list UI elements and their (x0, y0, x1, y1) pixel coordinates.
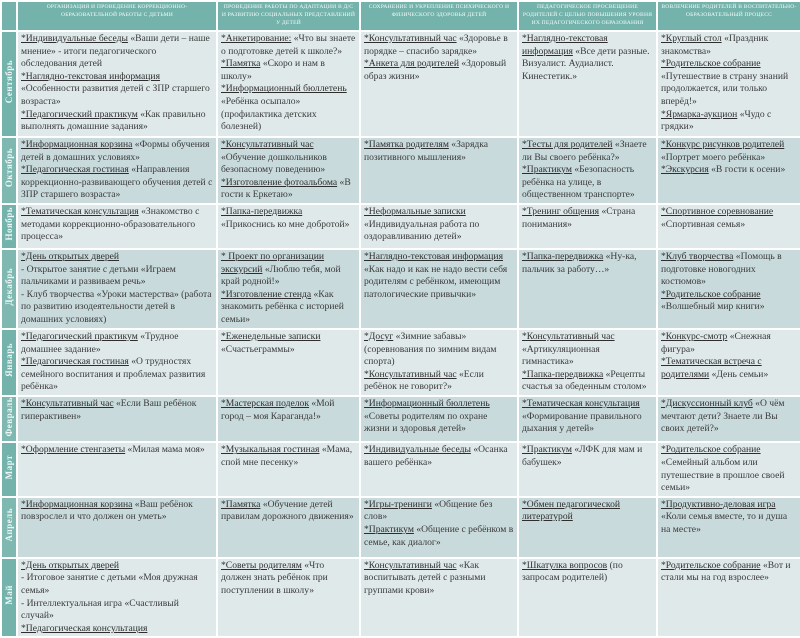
table-cell (17, 204, 217, 249)
activity-type: *Экскурсия (661, 164, 709, 176)
header-correction-work: ОРГАНИЗАЦИЯ И ПРОВЕДЕНИЕ КОРРЕКЦИОННО-ОБРАЗОВАТЕЛЬНОЙ РАБОТЫ С ДЕТЬМИ (17, 1, 217, 31)
activity-type: *Советы родителям (221, 559, 302, 571)
table-cell (360, 442, 518, 496)
table-cell (217, 204, 360, 249)
activity-type: *Консультативный час (364, 559, 457, 571)
table-cell (518, 31, 657, 137)
activity-type: *Педагогическая консультация (21, 622, 148, 634)
activity-item (21, 264, 213, 289)
month-row (1, 396, 800, 442)
activity-type: *Индивидуальные беседы (364, 444, 471, 456)
month-label: Октябрь (4, 148, 14, 188)
activity-description: «Как надо и как не надо вести себя родителям с ребёнком, имеющим патологические привычки» (364, 263, 508, 300)
activity-description: «Ребёнка осыпало» (профилактика детских болезней) (221, 95, 317, 133)
activity-type: *Педагогический практикум (21, 108, 138, 120)
activity-description: «Что вы знаете о подготовке детей к школе?» (221, 33, 356, 57)
activity-item (21, 139, 213, 164)
activity-description: «Направления коррекционно-развивающего обучения детей с ЗПР старшего возраста» (21, 164, 213, 201)
activity-type: *Тематическая консультация (522, 397, 640, 409)
activity-description: «В гости к Еркетаю» (221, 176, 351, 201)
activity-item (661, 289, 797, 314)
activity-type: *Практикум (522, 444, 572, 456)
activity-type: *Спортивное соревнование (661, 205, 774, 217)
activity-type: *Консультативный час (364, 33, 457, 44)
activity-description: «Помощь в подготовке новогодних костюмов» (661, 250, 782, 288)
table-cell (17, 442, 217, 496)
activity-item (21, 598, 213, 623)
activity-type: *Наглядно-текстовая информация (364, 250, 503, 262)
activity-item (522, 369, 653, 394)
month-row (1, 204, 800, 249)
header-health: СОХРАНЕНИЕ И УКРЕПЛЕНИЕ ПСИХИЧЕСКОГО И ФИЗИЧЕСКОГО ЗДОРОВЬЯ ДЕТЕЙ (360, 1, 518, 31)
activity-type: *Консультативный час (522, 330, 615, 342)
activity-type: *Игры-тренинги (364, 498, 432, 510)
activity-description: «Волшебный мир книги» (661, 301, 765, 313)
activity-type: *Педагогическая гостиная (21, 164, 129, 176)
table-cell (17, 396, 217, 442)
activity-item (21, 398, 213, 423)
activity-item (221, 331, 356, 356)
activity-type: *День открытых дверей (21, 250, 120, 262)
activity-description: «Все дети разные. Визуалист. Аудиалист. Кинестетик.» (522, 45, 650, 82)
activity-item (522, 331, 653, 369)
table-cell (217, 249, 360, 329)
activity-type: *Наглядно-текстовая информация (522, 33, 608, 57)
activity-description: «Если Ваш ребёнок гиперактивен» (21, 397, 197, 422)
month-cell (1, 558, 17, 638)
month-label: Февраль (4, 396, 14, 437)
activity-item (21, 251, 213, 264)
table-cell (17, 558, 217, 638)
activity-description: «Формирование правильного дыхания у детей» (522, 410, 642, 435)
table-cell (360, 396, 518, 442)
activity-item (364, 331, 514, 369)
activity-description: «ЛФК для мам и бабушек» (522, 444, 643, 469)
activity-type: *Оформление стенгазеты (21, 444, 126, 456)
activity-type: *Продуктивно-деловая игра (661, 498, 776, 510)
activity-item (522, 444, 653, 469)
activity-item (21, 164, 213, 202)
activity-item (522, 398, 653, 436)
activity-item (661, 499, 797, 537)
month-label: Сентябрь (4, 59, 14, 104)
activity-description: «Общение без слов» (364, 498, 493, 523)
header-row (1, 1, 800, 31)
month-label: Март (4, 454, 14, 480)
activity-description: «О чём мечтают дети? Знаете ли Вы своих детей?» (661, 397, 785, 435)
month-label: Май (4, 585, 14, 605)
activity-item (522, 206, 653, 231)
activity-description: «Путешествие в страну знаний продолжается, или только вперёд!» (661, 70, 789, 107)
activity-item (661, 164, 797, 177)
header-parent-involvement: ВОВЛЕЧЕНИЕ РОДИТЕЛЕЙ В ВОСПИТАТЕЛЬНО-ОБРАЗОВАТЕЛЬНЫЙ ПРОЦЕСС (657, 1, 800, 31)
activity-item (364, 58, 514, 83)
activity-type: *Конкурс-смотр (661, 330, 728, 342)
table-cell (17, 137, 217, 204)
activity-item (364, 369, 514, 394)
activity-description: «Знаете ли Вы своего ребёнка?» (522, 139, 647, 163)
month-label: Апрель (4, 508, 14, 542)
table-cell (360, 137, 518, 204)
month-label: Ноябрь (4, 207, 14, 241)
table-cell (17, 249, 217, 329)
activity-description: «Как правильно выполнять домашние задания» (21, 108, 206, 133)
activity-item (21, 560, 213, 573)
activity-item (364, 560, 514, 598)
activity-type: *Тренинг общения (522, 205, 600, 217)
month-label: Январь (4, 343, 14, 377)
activity-description: «Если ребёнок не говорит?» (364, 368, 484, 393)
activity-description: «Вот и стали мы на год взрослее» (661, 559, 791, 584)
activity-description: «Безопасность ребёнка на улице, в общественном транспорте» (522, 164, 635, 201)
activity-item (364, 524, 514, 549)
activity-item (522, 560, 653, 585)
activity-item (661, 206, 797, 231)
activity-description: «Прикоснись ко мне добротой» (221, 218, 350, 230)
activity-type: *Клуб творчества (661, 250, 734, 262)
activity-item (21, 109, 213, 134)
activity-type: *Практикум (364, 523, 414, 535)
month-row (1, 249, 800, 329)
activity-description: «Особенности развития детей с ЗПР старшего возраста» (21, 83, 210, 107)
activity-description: «Люблю тебя, мой край родной!» (221, 263, 341, 288)
activity-item (21, 289, 213, 327)
activity-item (221, 83, 356, 133)
month-row (1, 558, 800, 638)
activity-description: «Снежная фигура» (661, 330, 771, 355)
activity-type: *Музыкальная гостиная (221, 444, 320, 456)
activity-description: (по запросам родителей) (522, 559, 623, 584)
month-cell (1, 442, 17, 496)
activity-item (21, 572, 213, 597)
month-row (1, 442, 800, 496)
activity-type: *Обмен педагогической литературой (522, 498, 621, 523)
activity-description: «Здоровье в порядке – спасибо зарядке» (364, 33, 508, 57)
activity-description: - Клуб творчества «Уроки мастерства» (работа по развитию изодеятельности детей в домашних условиях) (21, 288, 212, 325)
activity-description: «В гости к осени» (708, 164, 786, 176)
activity-type: *Тематическая консультация (21, 205, 139, 217)
activity-item (21, 356, 213, 394)
activity-description: «Артикуляционная гимнастика» (522, 343, 600, 368)
activity-description: «Зимние забавы» (соревнования по зимним видам спорта) (364, 330, 497, 368)
activity-type: *Педагогическая гостиная (21, 356, 129, 368)
table-cell (217, 329, 360, 396)
table-cell (17, 31, 217, 137)
activity-type: *Круглый стол (661, 33, 722, 44)
activity-description: «Чудо с грядки» (661, 108, 772, 133)
table-cell (518, 204, 657, 249)
activity-item (364, 499, 514, 524)
activity-description: «Портрет моего ребёнка» (661, 151, 766, 163)
activity-description: - Открытое занятие с детьми «Играем пальчиками и развиваем речь» (21, 263, 176, 288)
month-cell (1, 204, 17, 249)
header-adaptation: ПРОВЕДЕНИЕ РАБОТЫ ПО АДАПТАЦИИ В Д/С И РАЗВИТИЮ СОЦИАЛЬНЫХ ПРЕДСТАВЛЕНИЙ У ДЕТЕЙ (217, 1, 360, 31)
activity-item (522, 33, 653, 83)
activity-item (522, 251, 653, 276)
activity-item (21, 623, 213, 636)
activity-item (221, 206, 356, 231)
activity-item (364, 444, 514, 469)
month-cell (1, 31, 17, 137)
month-cell (1, 396, 17, 442)
activity-item (661, 58, 797, 108)
month-cell (1, 329, 17, 396)
activity-item (21, 206, 213, 244)
activity-item (661, 139, 797, 164)
activity-item (221, 444, 356, 469)
activity-type: * Проект по организации экскурсий (221, 250, 325, 275)
activity-description: «Как воспитывать детей с разными группами крови» (364, 559, 486, 596)
activity-type: *Информационный бюллетень (221, 83, 347, 95)
activity-item (661, 560, 797, 585)
activity-item (364, 206, 514, 244)
activity-item (364, 33, 514, 58)
table-cell (360, 204, 518, 249)
activity-description: «Счастьеграммы» (221, 343, 295, 355)
activity-description: «Общение с ребёнком в семье, как диалог» (364, 523, 514, 548)
activity-description: «Советы родителям по охране жизни и здоровья детей» (364, 410, 488, 435)
table-cell (217, 31, 360, 137)
activity-type: *Ярмарка-аукцион (661, 108, 738, 120)
activity-description: «Ваш ребёнок повзрослел и что должен он уметь» (21, 498, 193, 523)
activity-item (661, 251, 797, 289)
activity-type: *Консультативный час (21, 397, 114, 409)
activity-type: *Конкурс рисунков родителей (661, 139, 785, 150)
activity-description: «Индивидуальная работа по оздоравливанию детей» (364, 218, 480, 243)
activity-description: «Осанка вашего ребёнка» (364, 444, 508, 469)
activity-description: «О трудностях семейного воспитания и проблемах развития ребёнка» (21, 356, 206, 393)
activity-description: «Обучение детей правилам дорожного движения» (221, 498, 354, 523)
table-cell (360, 329, 518, 396)
activity-item (21, 33, 213, 71)
activity-type: *Мастерская поделок (221, 397, 309, 409)
activity-item (661, 109, 797, 134)
activity-type: *Изготовление стенда (221, 288, 312, 300)
activity-description: «Мой город – моя Караганда!» (221, 397, 335, 422)
activity-item (364, 139, 514, 164)
activity-item (661, 398, 797, 436)
activity-description: «Праздник знакомства» (661, 33, 769, 57)
table-cell (217, 497, 360, 558)
activity-type: *Памятка родителям (364, 139, 449, 150)
activity-type: *Папка-передвижка (522, 250, 604, 262)
table-cell (657, 497, 800, 558)
activity-item (21, 499, 213, 524)
activity-type: *Памятка (221, 58, 261, 70)
activity-item (364, 398, 514, 436)
activity-item (221, 560, 356, 598)
activity-type: *Изготовление фотоальбома (221, 176, 338, 188)
activity-description: «Зарядка позитивного мышления» (364, 139, 489, 163)
table-cell (17, 329, 217, 396)
activity-description: «Знакомство с методами коррекционно-образовательного процесса» (21, 205, 200, 243)
table-cell (217, 137, 360, 204)
activity-item (221, 398, 356, 423)
activity-item (221, 139, 356, 177)
table-cell (217, 442, 360, 496)
activity-item (221, 177, 356, 202)
activity-type: *Информационная корзина (21, 139, 133, 150)
table-cell (217, 396, 360, 442)
activity-description: «Формы обучения детей в домашних условиях» (21, 139, 210, 163)
table-cell (360, 31, 518, 137)
activity-type: *Дискуссионный клуб (661, 397, 753, 409)
activity-type: *Практикум (522, 164, 572, 176)
activity-item (522, 164, 653, 202)
table-cell (518, 249, 657, 329)
activity-description: «Рецепты счастья за обеденным столом» (522, 368, 647, 393)
month-row (1, 31, 800, 137)
activity-type: *Неформальные записки (364, 205, 466, 217)
activity-description: «Семейный альбом или путешествие в прошлое своей семьи» (661, 457, 785, 494)
activity-description: - Интеллектуальная игра «Счастливый случай» (21, 597, 179, 622)
activity-type: *Индивидуальные беседы (21, 33, 128, 44)
table-cell (657, 396, 800, 442)
activity-type: *Еженедельные записки (221, 330, 321, 342)
table-cell (518, 497, 657, 558)
activity-item (661, 33, 797, 58)
activity-type: *Тематическая встреча с родителями (661, 356, 762, 380)
table-cell (518, 396, 657, 442)
activity-description: «Страна понимания» (522, 205, 636, 230)
activity-type: *Родительское собрание (661, 559, 761, 571)
activity-description: «Милая мама моя» (125, 444, 205, 456)
activity-item (221, 58, 356, 83)
activity-type: *Шкатулка вопросов (522, 559, 608, 571)
table-cell (657, 31, 800, 137)
activity-description: «Ваши дети – наше мнение» - итоги педагогического обследования детей (21, 33, 210, 70)
month-cell (1, 497, 17, 558)
activity-item (221, 251, 356, 289)
table-cell (657, 137, 800, 204)
activity-type: *Педагогический практикум (21, 330, 138, 342)
month-cell (1, 137, 17, 204)
month-label: Декабрь (4, 267, 14, 306)
activity-item (661, 444, 797, 494)
table-cell (518, 558, 657, 638)
activity-type: *Родительское собрание (661, 288, 761, 300)
activity-type: *День открытых дверей (21, 559, 120, 571)
table-cell (217, 558, 360, 638)
activity-type: *Родительское собрание (661, 58, 761, 70)
activity-type: *Наглядно-текстовая информация (21, 70, 160, 82)
table-cell (518, 329, 657, 396)
table-cell (360, 558, 518, 638)
header-parent-education: ПЕДАГОГИЧЕСКОЕ ПРОСВЕЩЕНИЕ РОДИТЕЛЕЙ С ЦЕЛЬЮ ПОВЫШЕНИЯ УРОВНЯ ИХ ПЕДАГОГИЧЕСКОГО ОБРАЗОВАНИЯ (518, 1, 657, 31)
activity-description: «Обучение дошкольников безопасному поведению» (221, 151, 327, 176)
activity-item (21, 331, 213, 356)
activity-type: *Папка-передвижка (221, 205, 303, 217)
activity-type: *Информационная корзина (21, 498, 133, 510)
table-cell (657, 442, 800, 496)
activity-description: «Трудное домашнее задание» (21, 330, 179, 355)
header-corner (1, 1, 17, 31)
activity-description: «Коли семья вместе, то и душа на месте» (661, 511, 788, 535)
activity-item (661, 331, 797, 356)
activity-type: *Консультативный час (364, 368, 457, 380)
activity-description: «Мама, спой мне песенку» (221, 444, 353, 469)
activity-description: «Ну-ка, пальчик за работу…» (522, 250, 637, 275)
activity-type: *Родительское собрание (661, 444, 761, 456)
activity-item (364, 251, 514, 301)
table-cell (360, 249, 518, 329)
activity-item (221, 499, 356, 524)
activity-type: *Досуг (364, 330, 394, 342)
month-row (1, 329, 800, 396)
month-row (1, 497, 800, 558)
activity-description: «Здоровый образ жизни» (364, 58, 507, 82)
activity-type: *Памятка (221, 498, 261, 510)
activity-item (221, 33, 356, 58)
month-row (1, 137, 800, 204)
table-cell (360, 497, 518, 558)
table-cell (657, 204, 800, 249)
activity-item (221, 289, 356, 327)
activity-type: *Тесты для родителей (522, 139, 613, 150)
activity-item (661, 356, 797, 381)
activity-type: *Консультативный час (221, 139, 314, 150)
activity-type: *Анкета для родителей (364, 58, 459, 70)
activity-description: «Как знакомить ребёнка с историей семьи» (221, 288, 344, 325)
table-cell (657, 558, 800, 638)
table-cell (657, 329, 800, 396)
activity-item (522, 499, 653, 524)
activity-description: «Что должен знать ребёнок при поступлении в школу» (221, 559, 328, 596)
activity-item (21, 71, 213, 109)
activity-description: «Спортивная семья» (661, 218, 746, 230)
activity-type: *Анкетирование: (221, 33, 292, 44)
activity-item (21, 444, 213, 457)
table-cell (518, 442, 657, 496)
activity-description: «Скоро и нам в школу» (221, 58, 325, 82)
table-cell (17, 497, 217, 558)
month-cell (1, 249, 17, 329)
activity-type: *Папка-передвижка (522, 368, 604, 380)
table-cell (518, 137, 657, 204)
activity-description: «День семьи» (709, 368, 769, 380)
activity-description: - Итоговое занятие с детьми «Моя дружная семья» (21, 572, 198, 596)
table-cell (657, 249, 800, 329)
activity-item (522, 139, 653, 164)
activity-type: *Информационный бюллетень (364, 397, 490, 409)
